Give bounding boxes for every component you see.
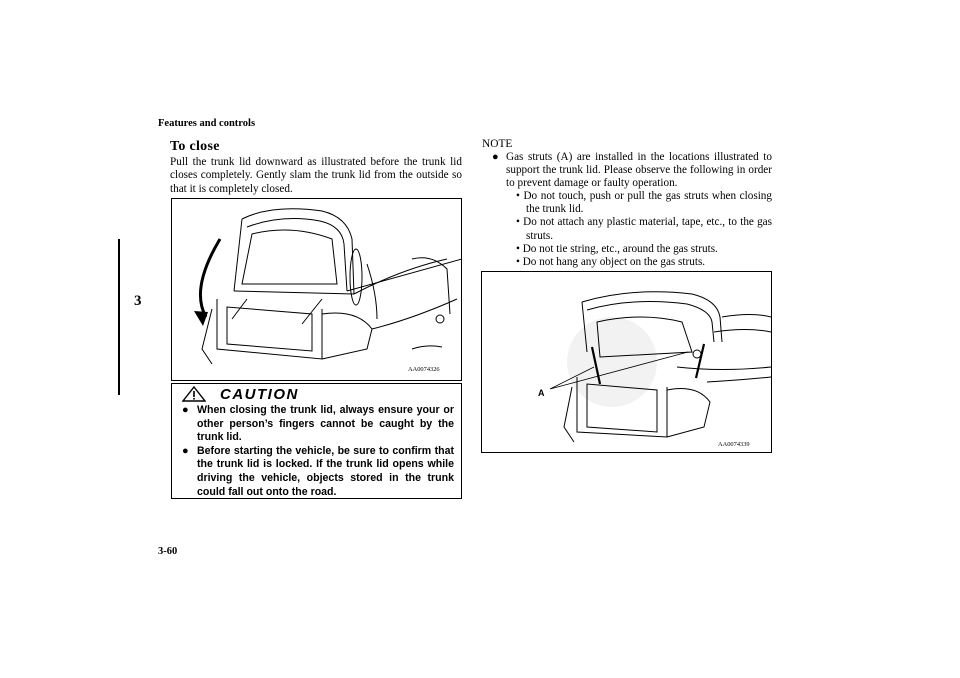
caution-box xyxy=(171,383,462,499)
note-sublist xyxy=(506,190,772,269)
page-number: 3-60 xyxy=(158,546,178,557)
chapter-number: 3 xyxy=(134,293,142,309)
strut-callout-label: A xyxy=(538,388,545,398)
caution-item-text: When closing the trunk lid, always ensure your or other person’s fingers cannot be caught by the trunk lid. xyxy=(197,404,454,444)
section-title: To close xyxy=(170,139,220,154)
note-intro: Gas struts (A) are installed in the locations illustrated to support the trunk lid. Please observe the following in order to prevent damage or faulty operation. xyxy=(506,151,772,190)
note-item xyxy=(492,151,772,269)
figure-code: AA0074339 xyxy=(718,441,750,448)
bullet-icon: ● xyxy=(182,444,189,457)
trunk-close-illustration xyxy=(172,199,461,380)
running-header: Features and controls xyxy=(158,118,256,129)
trunk-close-figure xyxy=(171,198,462,381)
note-list xyxy=(492,151,772,269)
note-subitem: • Do not tie string, etc., around the gas struts. xyxy=(516,242,718,255)
caution-list xyxy=(182,404,454,499)
warning-triangle-icon xyxy=(182,386,206,402)
gas-strut-illustration xyxy=(482,272,771,452)
note-label: NOTE xyxy=(482,138,513,150)
figure-code: AA0074326 xyxy=(408,366,440,373)
caution-item xyxy=(182,404,454,445)
gas-strut-figure xyxy=(481,271,772,453)
caution-item xyxy=(182,445,454,499)
bullet-icon: ● xyxy=(182,404,189,416)
caution-title: CAUTION xyxy=(220,386,299,403)
caution-item-text: Before starting the vehicle, be sure to confirm that the trunk lid is locked. If the trunk lid opens while driving the vehicle, objects stored in the trunk could fall out onto the road. xyxy=(197,444,454,498)
caution-header xyxy=(182,386,299,403)
bullet-icon: ● xyxy=(492,151,499,163)
note-subitem: • Do not attach any plastic material, tape, etc., to the gas struts. xyxy=(516,216,772,242)
note-subitem: • Do not touch, push or pull the gas struts when closing the trunk lid. xyxy=(516,190,772,216)
note-subitem: • Do not hang any object on the gas struts. xyxy=(516,255,706,268)
chapter-tab-bar xyxy=(118,239,120,395)
section-paragraph: Pull the trunk lid downward as illustrated before the trunk lid closes completely. Gently slam the trunk lid from the outside so that it is completely closed. xyxy=(170,156,462,195)
